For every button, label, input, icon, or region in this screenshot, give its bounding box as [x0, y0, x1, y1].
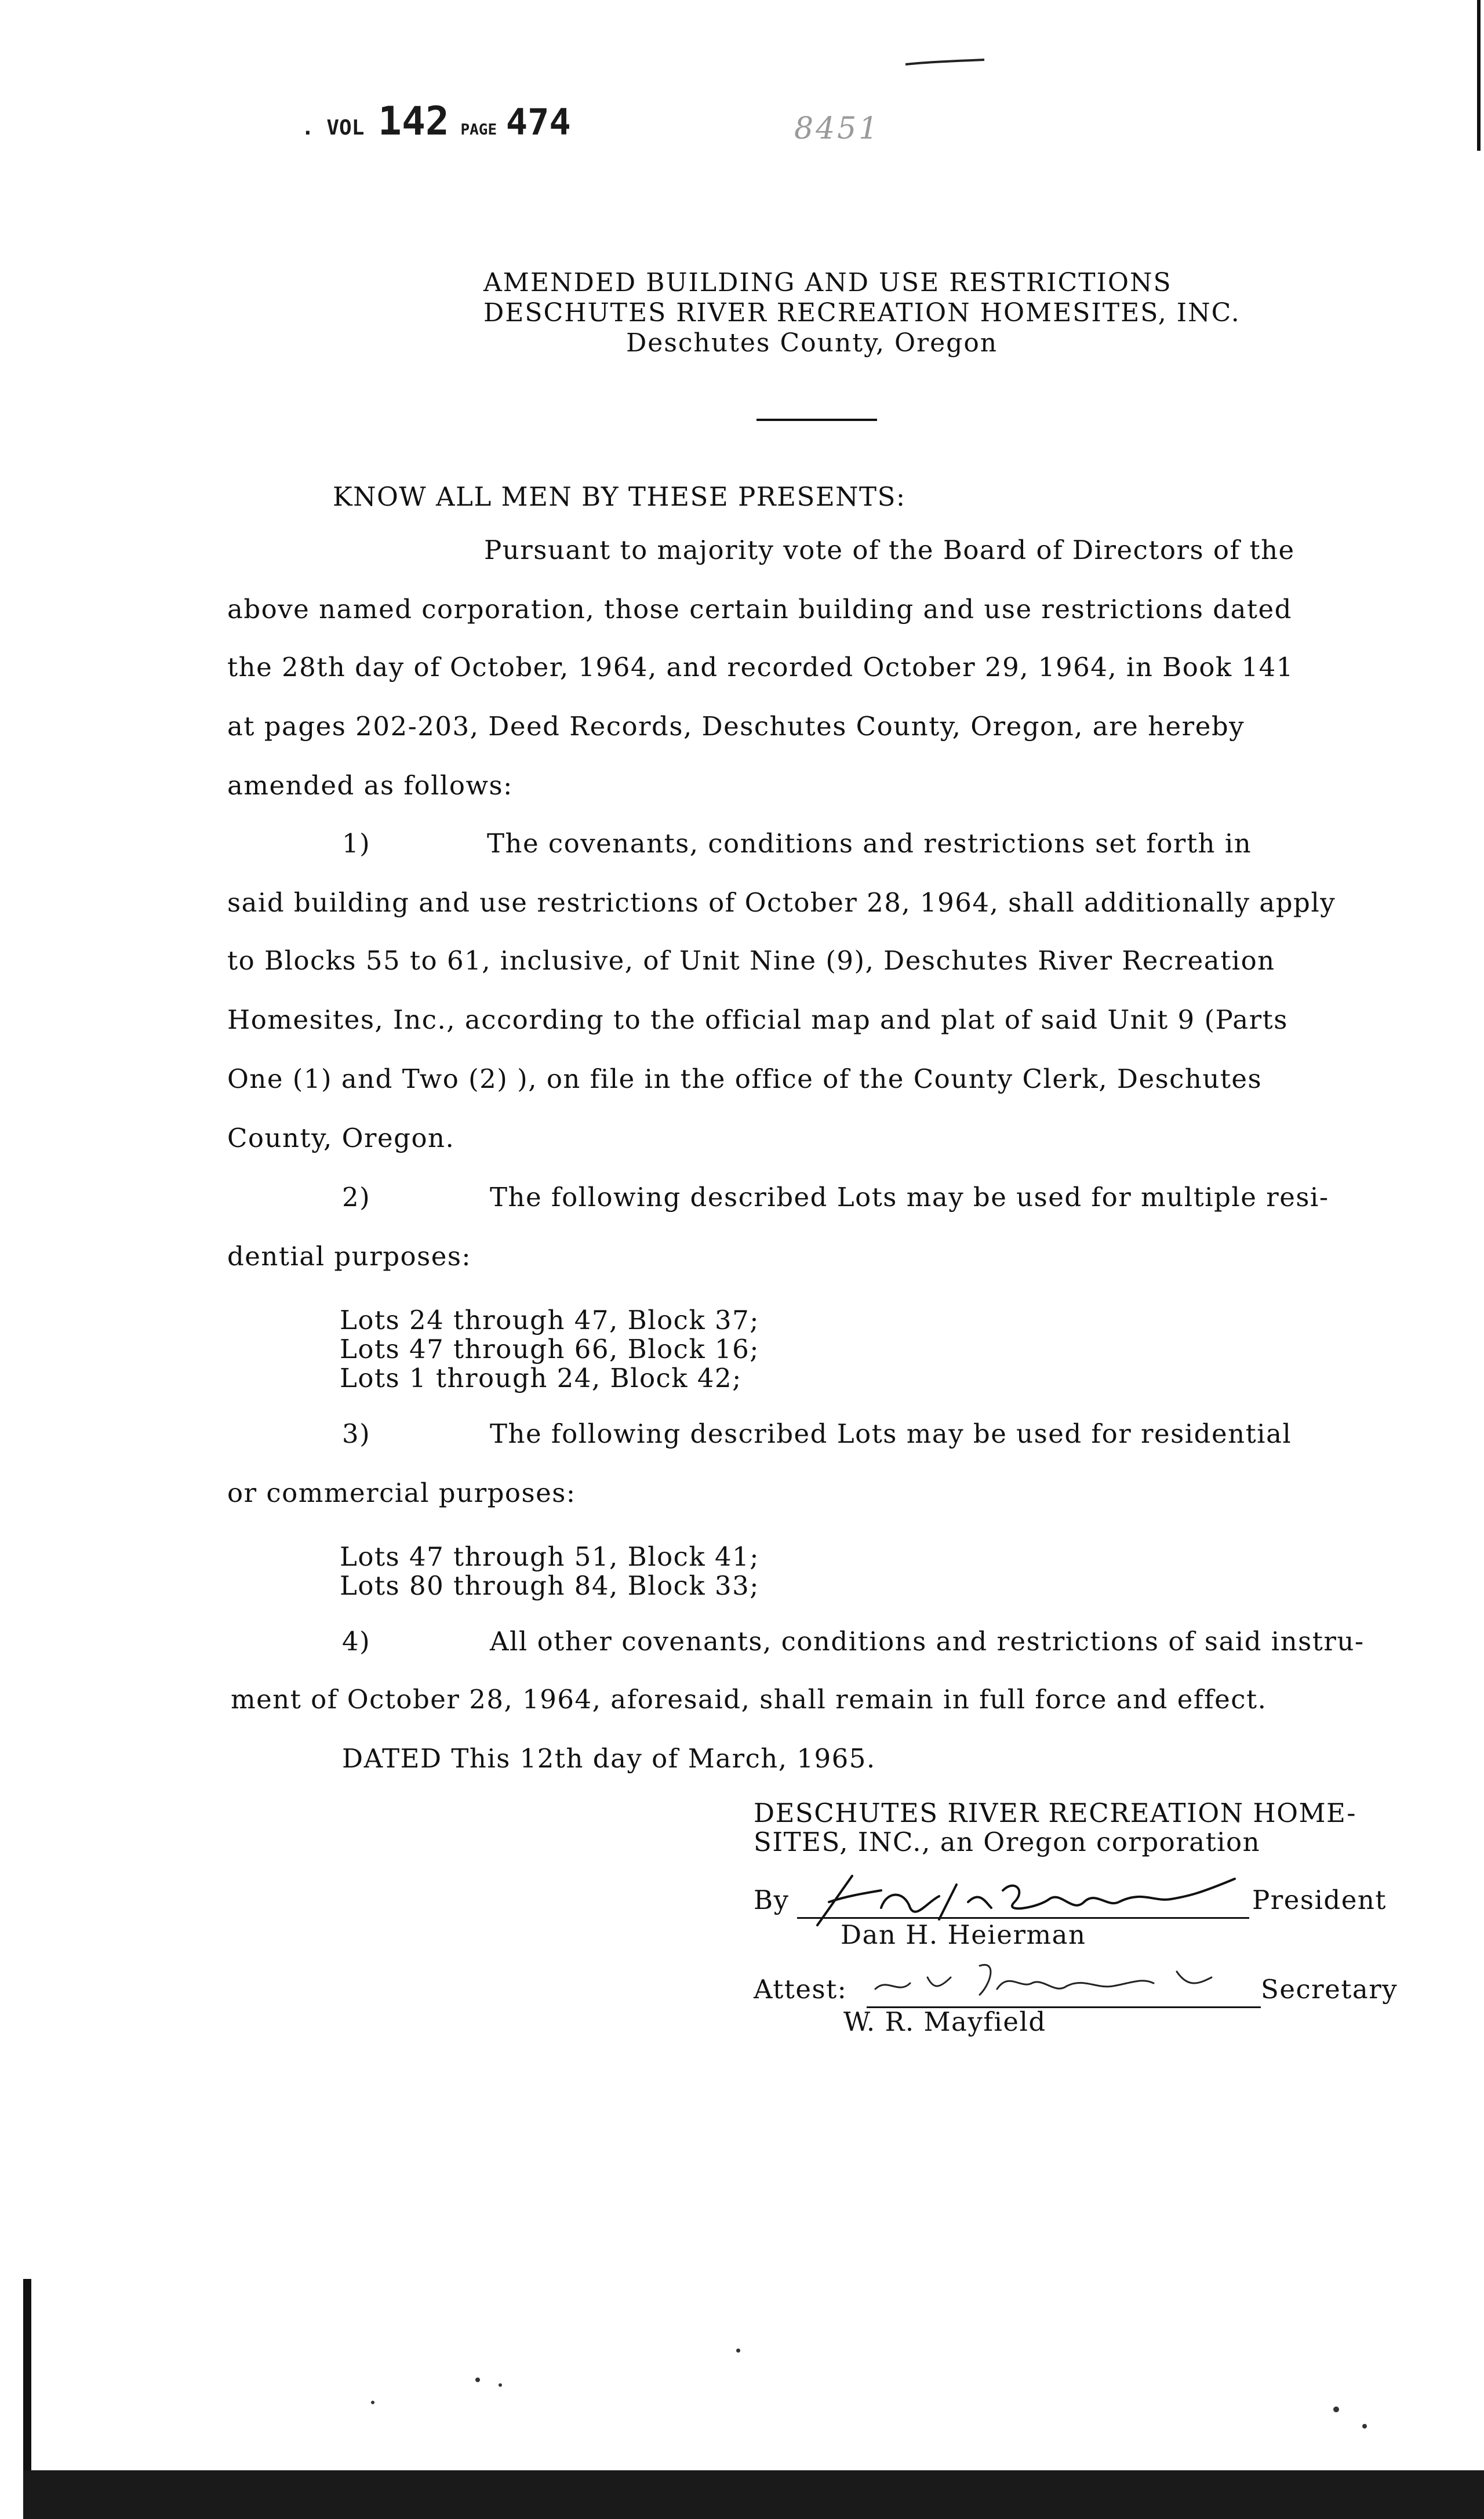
item-1-line: Homesites, Inc., according to the official map and plat of said Unit 9 (Parts [227, 1004, 1288, 1035]
scan-speck [1333, 2407, 1339, 2412]
dated-line: DATED This 12th day of March, 1965. [342, 1743, 876, 1774]
title-line-3: Deschutes County, Oregon [626, 328, 998, 358]
document-number: 8451 [794, 111, 881, 146]
bottom-scan-band [23, 2470, 1484, 2519]
item-2-lot: Lots 47 through 66, Block 16; [340, 1334, 759, 1364]
president-title: President [1252, 1885, 1387, 1915]
page-number: 474 [505, 101, 571, 143]
salutation: KNOW ALL MEN BY THESE PRESENTS: [333, 481, 906, 512]
scan-speck [499, 2383, 502, 2387]
item-2-number: 2) [342, 1182, 371, 1213]
item-2-lot: Lots 24 through 47, Block 37; [340, 1305, 759, 1335]
scan-speck [736, 2349, 740, 2353]
item-4-number: 4) [342, 1626, 371, 1657]
item-3-lot: Lots 80 through 84, Block 33; [340, 1570, 759, 1601]
president-signature-line [797, 1917, 1249, 1919]
by-label: By [754, 1885, 790, 1915]
item-3-line: The following described Lots may be used for residential [490, 1418, 1292, 1449]
preamble-line: at pages 202-203, Deed Records, Deschutes County, Oregon, are hereby [227, 711, 1245, 742]
item-3-lot: Lots 47 through 51, Block 41; [340, 1541, 759, 1572]
preamble-line: above named corporation, those certain building and use restrictions dated [227, 594, 1292, 625]
item-1-number: 1) [342, 828, 371, 859]
item-3-number: 3) [342, 1418, 371, 1449]
scan-speck [475, 2378, 480, 2382]
secretary-signature [864, 1954, 1270, 2006]
secretary-name: W. R. Mayfield [843, 2006, 1046, 2037]
vol-number: 142 [378, 99, 449, 144]
item-2-line: The following described Lots may be used for multiple resi- [490, 1182, 1329, 1213]
item-2-line: dential purposes: [227, 1241, 472, 1272]
top-pen-mark [904, 58, 985, 66]
preamble-line: amended as follows: [227, 770, 513, 801]
item-1-line: The covenants, conditions and restrictions set forth in [487, 828, 1252, 859]
item-1-line: to Blocks 55 to 61, inclusive, of Unit Nine (9), Deschutes River Recreation [227, 945, 1275, 976]
item-4-line: ment of October 28, 1964, aforesaid, shall remain in full force and effect. [231, 1684, 1267, 1715]
item-1-line: County, Oregon. [227, 1123, 455, 1153]
title-line-2: DESCHUTES RIVER RECREATION HOMESITES, INC. [483, 298, 1241, 328]
company-line-2: SITES, INC., an Oregon corporation [754, 1827, 1261, 1857]
item-4-line: All other covenants, conditions and restrictions of said instru- [490, 1626, 1365, 1657]
preamble-line: Pursuant to majority vote of the Board of Directors of the [484, 535, 1295, 565]
right-edge-scan-mark [1477, 0, 1481, 151]
company-line-1: DESCHUTES RIVER RECREATION HOME- [754, 1798, 1356, 1828]
scan-speck [1362, 2424, 1367, 2429]
attest-label: Attest: [754, 1974, 848, 2005]
item-1-line: One (1) and Two (2) ), on file in the office of the County Clerk, Deschutes [227, 1064, 1263, 1094]
scan-speck [371, 2401, 374, 2404]
president-name: Dan H. Heierman [841, 1919, 1086, 1950]
vol-label: . VOL [301, 116, 365, 140]
item-2-lot: Lots 1 through 24, Block 42; [340, 1363, 742, 1393]
secretary-title: Secretary [1261, 1974, 1398, 2005]
item-1-line: said building and use restrictions of October 28, 1964, shall additionally apply [227, 887, 1336, 918]
title-line-1: AMENDED BUILDING AND USE RESTRICTIONS [483, 268, 1172, 297]
item-3-line: or commercial purposes: [227, 1478, 576, 1508]
title-rule [756, 419, 877, 421]
preamble-line: the 28th day of October, 1964, and recorded October 29, 1964, in Book 141 [227, 652, 1294, 683]
page-label: PAGE [460, 121, 497, 139]
recording-stamp [301, 99, 571, 144]
